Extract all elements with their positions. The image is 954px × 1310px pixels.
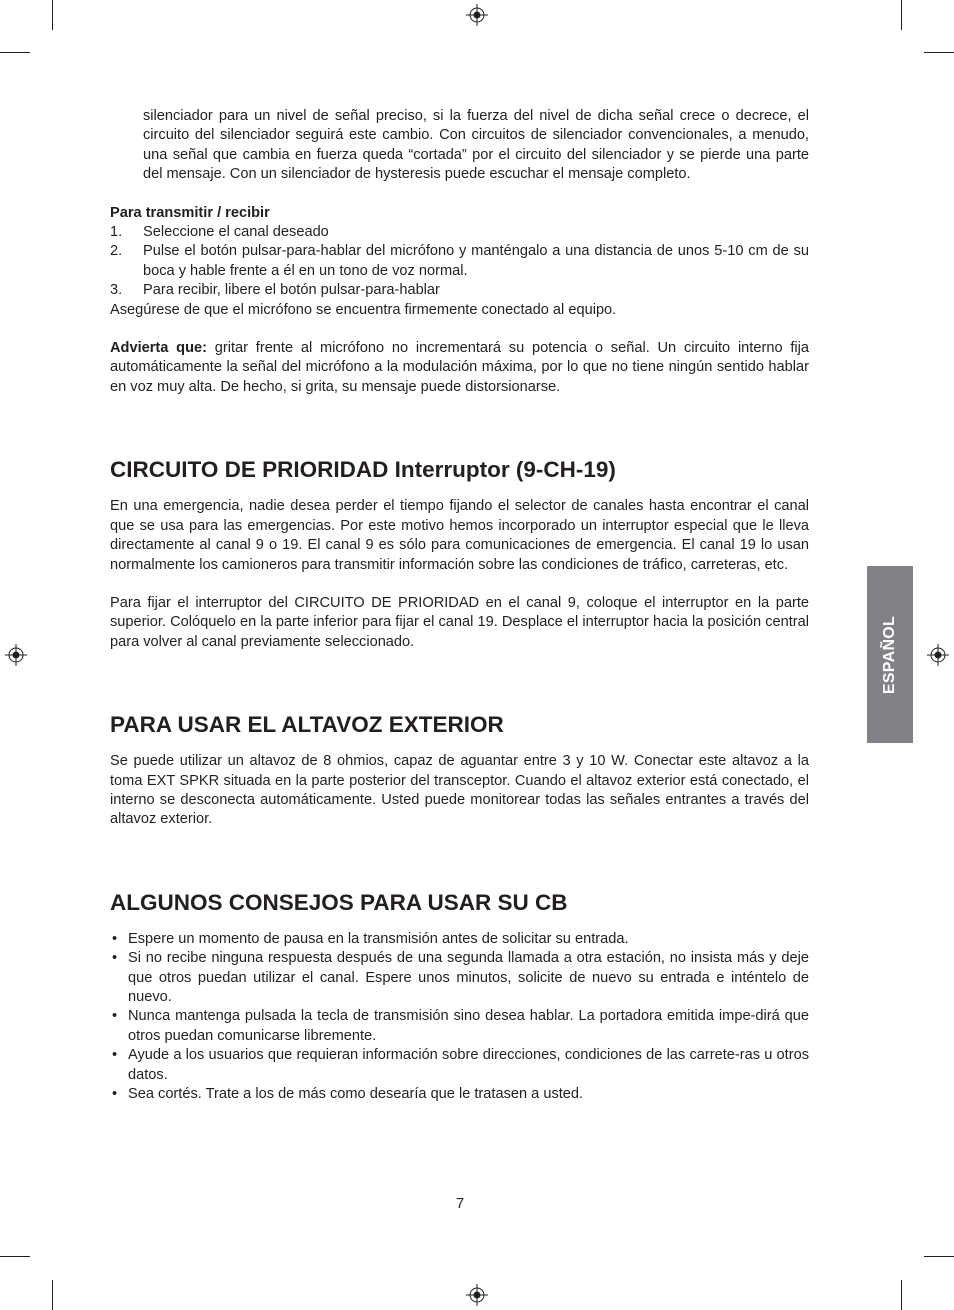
step-text: Pulse el botón pulsar-para-hablar del micrófono y manténgalo a una distancia de unos 5-10 cm de su boca y hable frente a él en un tono de voz normal. xyxy=(143,243,809,279)
bullet: • xyxy=(112,1086,118,1102)
step-number: 2. xyxy=(110,243,123,260)
warning-paragraph xyxy=(110,339,809,397)
tip-text: Ayude a los usuarios que requieran información sobre direcciones, condiciones de las carrete-ras u otros datos. xyxy=(128,1047,809,1083)
warning-text: gritar frente al micrófono no incrementará su potencia o señal. Un circuito interno fija automáticamente la señal del micrófono a la modulación máxima, por lo que no tiene ningún sentido hablar en voz muy alta. De hecho, si grita, su mensaje puede distorsionarse. xyxy=(110,340,809,395)
crop-mark xyxy=(0,1256,30,1257)
tips-list xyxy=(110,930,809,1105)
crop-mark xyxy=(901,1280,902,1310)
step-text: Seleccione el canal deseado xyxy=(143,224,329,241)
page-content xyxy=(110,107,809,1104)
list-item xyxy=(110,949,809,1007)
tip-text: Espere un momento de pausa en la transmisión antes de solicitar su entrada. xyxy=(128,930,629,947)
registration-mark-icon xyxy=(927,644,949,666)
tip-text: Nunca mantenga pulsada la tecla de transmisión sino desea hablar. La portadora emitida impe-dirá que otros puedan comunicarse libremente. xyxy=(128,1008,809,1044)
priority-title: CIRCUITO DE PRIORIDAD Interruptor (9-CH-19) xyxy=(110,457,616,483)
list-item xyxy=(110,1085,809,1104)
list-item xyxy=(110,1046,809,1085)
crop-mark xyxy=(52,1280,53,1310)
priority-paragraph-2: Para fijar el interruptor del CIRCUITO DE PRIORIDAD en el canal 9, coloque el interruptor en la parte superior. Colóquelo en la parte inferior para fijar el canal 19. Desplace el interruptor hacia la posición central para volver al canal previamente seleccionado. xyxy=(110,594,809,650)
step-text: Para recibir, libere el botón pulsar-para-hablar xyxy=(143,282,440,299)
speaker-section xyxy=(110,710,809,830)
transmit-note: Asegúrese de que el micrófono se encuentra firmemente conectado al equipo. xyxy=(110,301,617,318)
step-number: 1. xyxy=(110,224,123,241)
crop-mark xyxy=(901,0,902,30)
tip-text: Si no recibe ninguna respuesta después de una segunda llamada a otra estación, no insista más y deje que otros puedan utilizar el canal. Espere unos minutos, solicite de nuevo su entrada e inténtelo de nuevo. xyxy=(128,950,809,1005)
language-side-tab xyxy=(867,566,913,743)
transmit-heading: Para transmitir / recibir xyxy=(110,204,270,221)
crop-mark xyxy=(924,52,954,53)
bullet: • xyxy=(112,1008,118,1025)
crop-mark xyxy=(0,52,30,53)
language-side-tab-label: ESPAÑOL xyxy=(881,615,899,694)
speaker-title: PARA USAR EL ALTAVOZ EXTERIOR xyxy=(110,712,504,738)
priority-section xyxy=(110,455,809,652)
crop-mark xyxy=(924,1256,954,1257)
warning-label: Advierta que: xyxy=(110,340,207,357)
step-number: 3. xyxy=(110,282,123,299)
crop-mark xyxy=(52,0,53,30)
page-number: 7 xyxy=(455,1196,465,1212)
registration-mark-icon xyxy=(466,4,488,26)
registration-mark-icon xyxy=(466,1284,488,1306)
registration-mark-icon xyxy=(5,644,27,666)
list-item xyxy=(110,223,809,242)
tips-section xyxy=(110,888,809,1105)
bullet: • xyxy=(112,950,118,967)
transmit-section xyxy=(110,204,809,320)
transmit-steps xyxy=(110,223,809,301)
list-item xyxy=(110,1007,809,1046)
bullet: • xyxy=(112,930,118,947)
list-item xyxy=(110,281,809,300)
bullet: • xyxy=(112,1047,118,1064)
intro-paragraph: silenciador para un nivel de señal preciso, si la fuerza del nivel de dicha señal crece o decrece, el circuito del silenciador seguirá este cambio. Con circuitos de silenciador convencionales, a menudo, una señal que cambia en fuerza queda “cortada” por el circuito del silenciador y se pierde una parte del mensaje. Con un silenciador de hysteresis puede escuchar el mensaje completo. xyxy=(143,108,809,183)
speaker-paragraph: Se puede utilizar un altavoz de 8 ohmios, capaz de aguantar entre 3 y 10 W. Conectar este altavoz a la toma EXT SPKR situada en la parte posterior del transceptor. Cuando el altavoz exterior está conectado, el interno se desconecta automáticamente. Usted puede monitorear todas las señales entrantes a través del altavoz exterior. xyxy=(110,753,809,828)
list-item xyxy=(110,242,809,281)
priority-paragraph-1: En una emergencia, nadie desea perder el tiempo fijando el selector de canales hasta encontrar el canal que se usa para las emergencias. Por este motivo hemos incorporado un interruptor especial que le lleva directamente al canal 9 o 19. El canal 9 es sólo para comunicaciones de emergencia. El canal 19 lo usan normalmente los camioneros para transmitir información sobre las condiciones de tráfico, carreteras, etc. xyxy=(110,498,809,573)
tips-title: ALGUNOS CONSEJOS PARA USAR SU CB xyxy=(110,889,568,915)
tip-text: Sea cortés. Trate a los de más como desearía que le tratasen a usted. xyxy=(128,1086,584,1102)
list-item xyxy=(110,930,809,949)
